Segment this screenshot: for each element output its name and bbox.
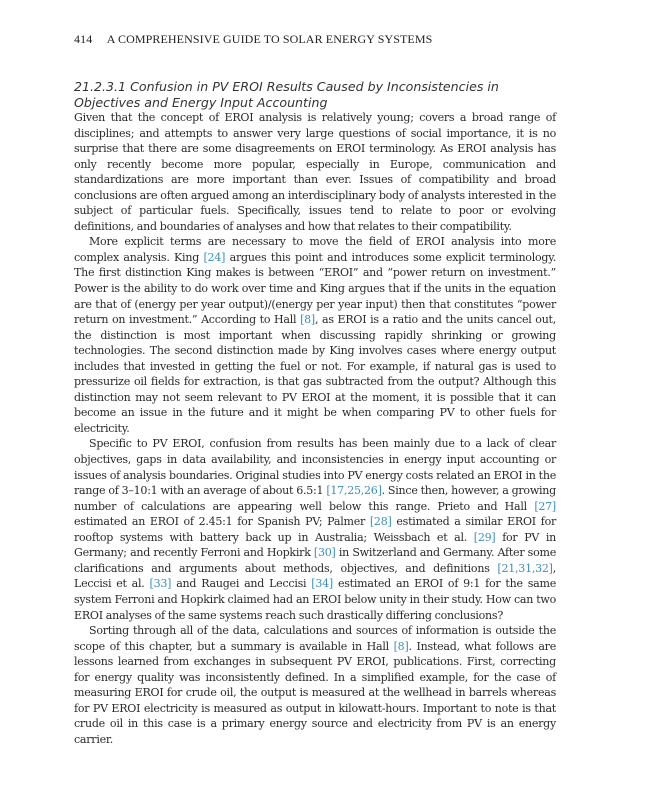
paragraph-text: , as EROI is a ratio and the units cancel out, the distinction is most important when discussing rapidly shrinking or growing technologies. The second distinction made by King involves cases where energy output includes that invested in getting the fuel or not. For example, if natural gas is used to pressurize oil fields for extraction, is that gas subtracted from the output? Although this distinction may not seem relevant to PV EROI at the moment, it is possible that it can become an issue in the future and it might be when comparing PV to other fuels for electricity. [74, 313, 557, 435]
paragraph-text: Given that the concept of EROI analysis is relatively young; covers a broad range of disciplines; and attempts to answer very large questions of social importance, it is no surprise that there are some disagreements on EROI terminology. As EROI analysis has only recently become more popular, especially in Europe, communication and standardizations are more important than ever. Issues of compatibility and broad conclusions are often argued among an interdisciplinary body of analysts interested in the subject of particular fuels. Specifically, issues tend to relate to poor or evolving definitions, and boundaries of analyses and how that relates to their compatibility. [74, 111, 556, 233]
citation-link[interactable]: [24] [203, 250, 226, 264]
paragraph-text: argues this point and introduces some explicit terminology. The first distinction King makes is between “EROI” and “power return on investment.” Power is the ability to do work over time and King argues that if the units in the equation are that of (energy per year output)/(energy per year input) then that constitutes “power return on investment.” According to Hall [74, 250, 556, 327]
paragraph-text: in Switzerland and Germany. After some clarifications and arguments about methods, objectives, and definitions [74, 546, 556, 575]
book-title: A COMPREHENSIVE GUIDE TO SOLAR ENERGY SYSTEMS [106, 32, 433, 46]
paragraph-text: estimated a similar EROI for rooftop systems with battery back up in Australia; Weissbach et al. [74, 515, 557, 544]
citation-link[interactable]: [33] [149, 577, 172, 591]
citation-link[interactable]: [21,31,32] [497, 561, 553, 575]
citation-link[interactable]: [17,25,26] [326, 484, 382, 498]
paragraph-text: for PV in Germany; and recently Ferroni and Hopkirk [74, 530, 556, 560]
section-heading: 21.2.3.1 Confusion in PV EROI Results Caused by Inconsistencies in Objectives and Energy Input Accounting [74, 79, 499, 110]
citation-link[interactable]: [8] [300, 313, 315, 327]
paragraph-text: , Leccisi et al. [74, 561, 556, 591]
citation-link[interactable]: [8] [393, 639, 409, 653]
paragraph [74, 234, 556, 436]
paragraph-text: and Raugei and Leccisi [171, 577, 312, 591]
citation-link[interactable]: [29] [473, 530, 496, 544]
page-number: 414 [74, 32, 93, 46]
paragraph-text: estimated an EROI of 2.45:1 for Spanish PV; Palmer [74, 515, 370, 529]
paragraph [74, 436, 556, 623]
citation-link[interactable]: [34] [311, 577, 333, 591]
paragraph-text: Specific to PV EROI, confusion from results has been mainly due to a lack of clear objectives, gaps in data availability, and inconsistencies in energy input accounting or issues of analysis boundaries. Original studies into PV energy costs related an EROI in the range of 3–10:1 with an average of about 6.5:1 [74, 437, 556, 498]
paragraph-text: More explicit terms are necessary to move the field of EROI analysis into more complex analysis. King [74, 235, 556, 264]
citation-link[interactable]: [27] [534, 499, 556, 513]
paragraph-text: . Instead, what follows are lessons learned from exchanges in subsequent PV EROI, publications. First, correcting for energy quality was inconsistently defined. In a simplified example, for the case of measuring EROI for crude oil, the output is measured at the wellhead in barrels whereas for PV EROI electricity is measured as output in kilowatt-hours. Important to note is that crude oil in this case is a primary energy source and electricity from PV is an energy carrier. [74, 639, 556, 746]
paragraph [74, 623, 556, 747]
paragraph-text: Sorting through all of the data, calculations and sources of information is outside the scope of this chapter, but a summary is available in Hall [74, 624, 556, 653]
running-head [74, 32, 574, 47]
citation-link[interactable]: [30] [313, 546, 336, 560]
body-text [74, 110, 556, 747]
citation-link[interactable]: [28] [369, 515, 392, 529]
paragraph-text: estimated an EROI of 9:1 for the same system Ferroni and Hopkirk claimed had an EROI below unity in their study. How can two EROI analyses of the same systems reach such drastically differing conclusions? [74, 577, 556, 622]
paragraph-text: . Since then, however, a growing number of calculations are appearing well below this range. Prieto and Hall [74, 484, 556, 513]
paragraph [74, 110, 556, 234]
